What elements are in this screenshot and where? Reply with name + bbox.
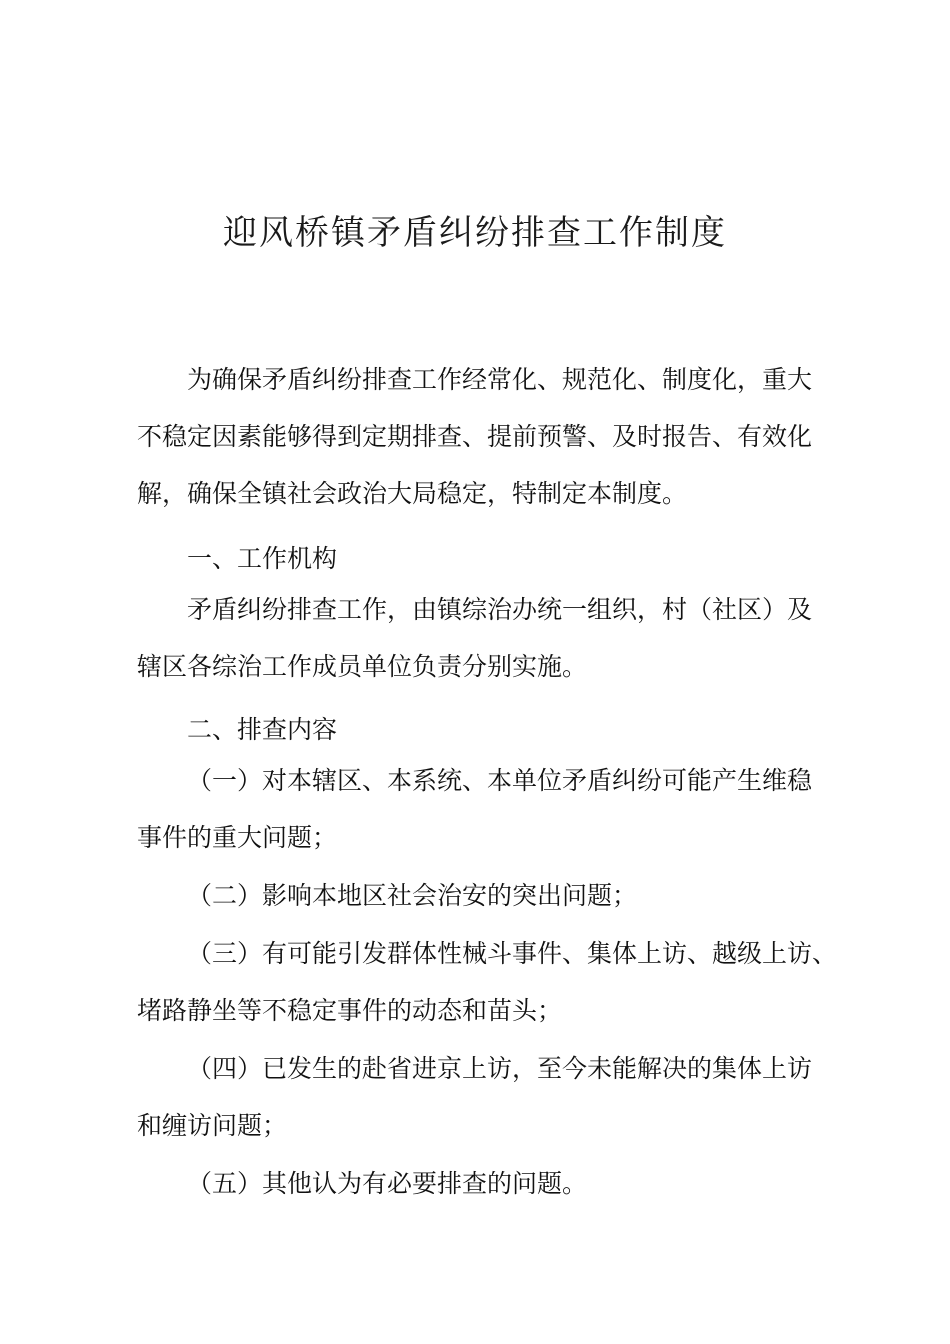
list-item: （四）已发生的赴省进京上访，至今未能解决的集体上访 [187,1054,813,1083]
paragraph-line: 解，确保全镇社会政治大局稳定，特制定本制度。 [137,479,688,508]
list-item: （一）对本辖区、本系统、本单位矛盾纠纷可能产生维稳 [187,766,813,795]
paragraph-line: 不稳定因素能够得到定期排查、提前预警、及时报告、有效化 [137,422,813,451]
document-title: 迎风桥镇矛盾纠纷排查工作制度 [223,213,727,253]
paragraph-line: 辖区各综治工作成员单位负责分别实施。 [137,652,588,681]
paragraph-line: 矛盾纠纷排查工作，由镇综治办统一组织，村（社区）及 [187,595,813,624]
list-item-continuation: 和缠访问题； [137,1111,288,1140]
section-heading: 二、排查内容 [187,715,338,744]
list-item: （三）有可能引发群体性械斗事件、集体上访、越级上访、 [187,939,838,968]
list-item: （五）其他认为有必要排查的问题。 [187,1169,588,1198]
list-item-continuation: 堵路静坐等不稳定事件的动态和苗头； [137,996,563,1025]
paragraph-line: 为确保矛盾纠纷排查工作经常化、规范化、制度化，重大 [187,365,813,394]
section-heading: 一、工作机构 [187,544,338,573]
list-item-continuation: 事件的重大问题； [137,823,338,852]
list-item: （二）影响本地区社会治安的突出问题； [187,881,638,910]
